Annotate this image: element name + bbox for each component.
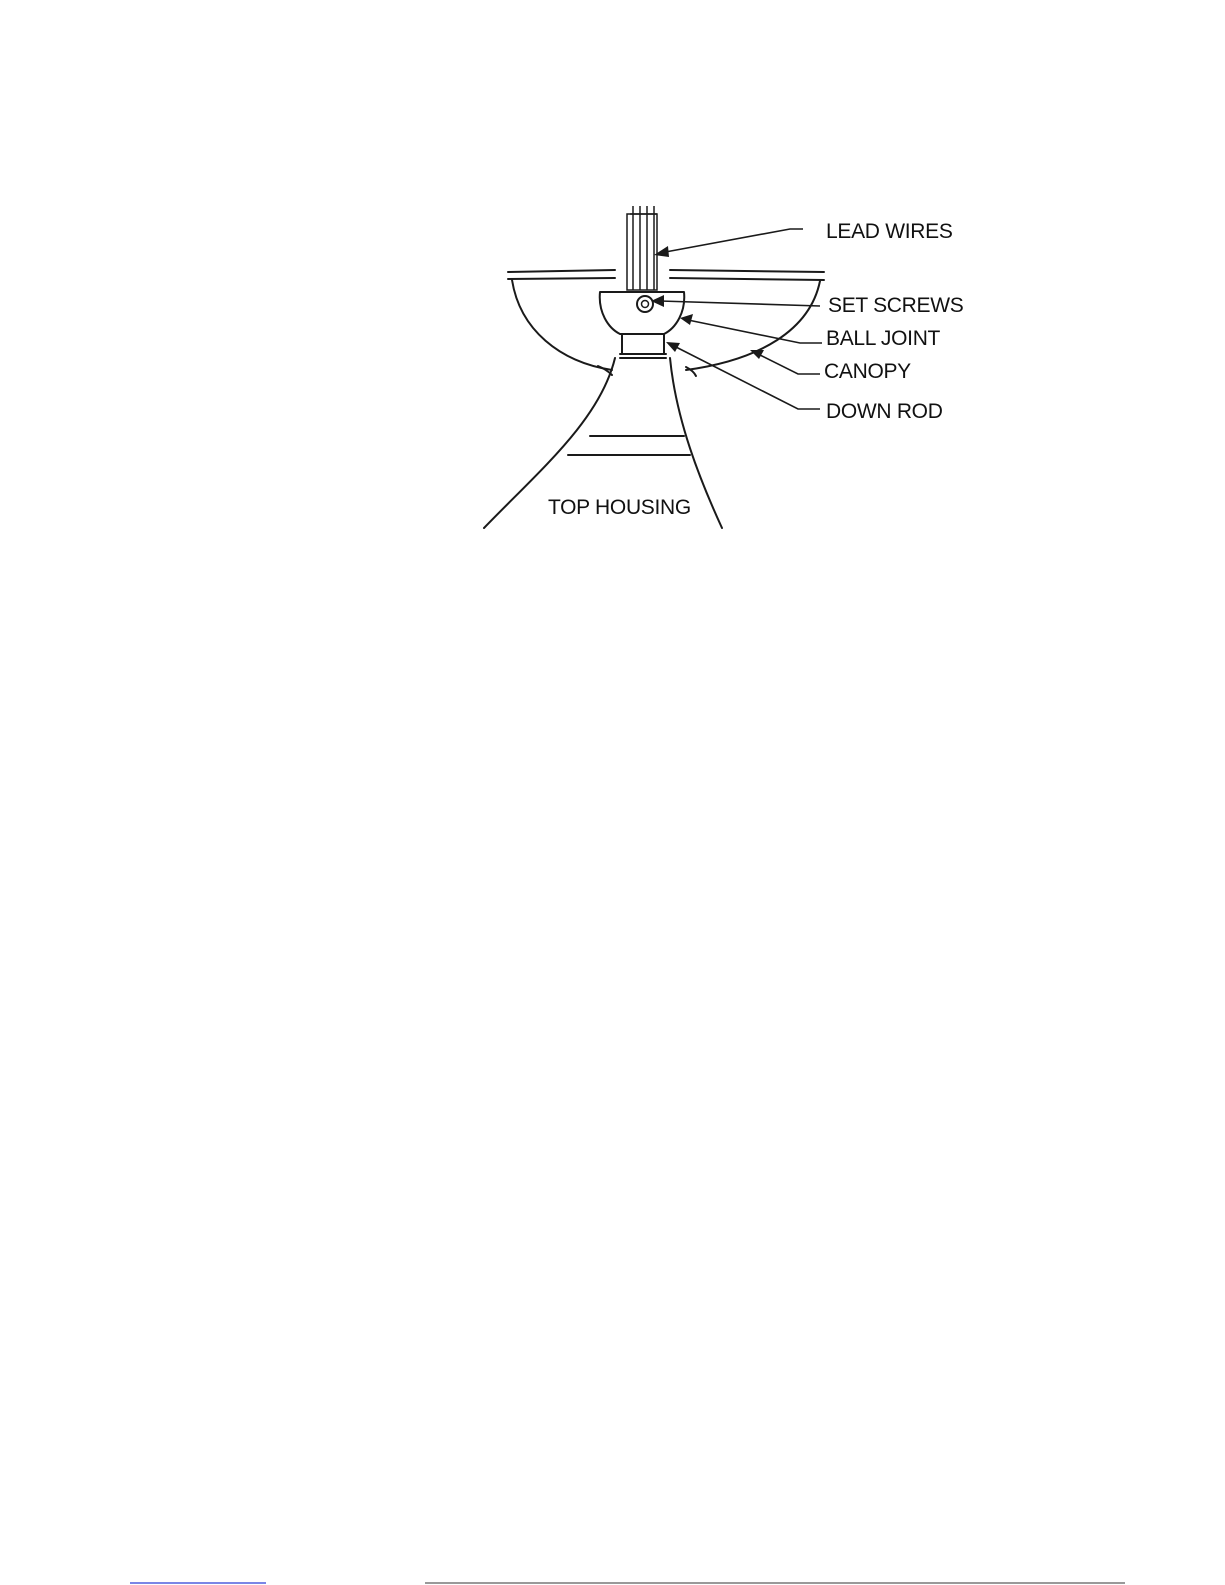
label-canopy: CANOPY — [824, 360, 911, 383]
leader-set-screws — [651, 295, 820, 307]
canopy-right — [686, 281, 820, 370]
canopy — [512, 280, 612, 370]
label-top-housing: TOP HOUSING — [548, 496, 691, 519]
label-down-rod: DOWN ROD — [826, 400, 943, 423]
leader-ball-joint — [680, 314, 822, 343]
canopy-top-rim — [508, 270, 824, 280]
leader-canopy — [750, 350, 820, 374]
set-screw — [637, 296, 653, 312]
lead-wires — [627, 206, 657, 290]
label-lead-wires: LEAD WIRES — [826, 220, 953, 243]
ball-joint — [600, 292, 685, 334]
leader-lead-wires — [654, 229, 803, 257]
label-set-screws: SET SCREWS — [828, 294, 964, 317]
down-rod — [620, 334, 666, 358]
label-ball-joint: BALL JOINT — [826, 327, 941, 350]
leader-down-rod — [666, 342, 820, 409]
